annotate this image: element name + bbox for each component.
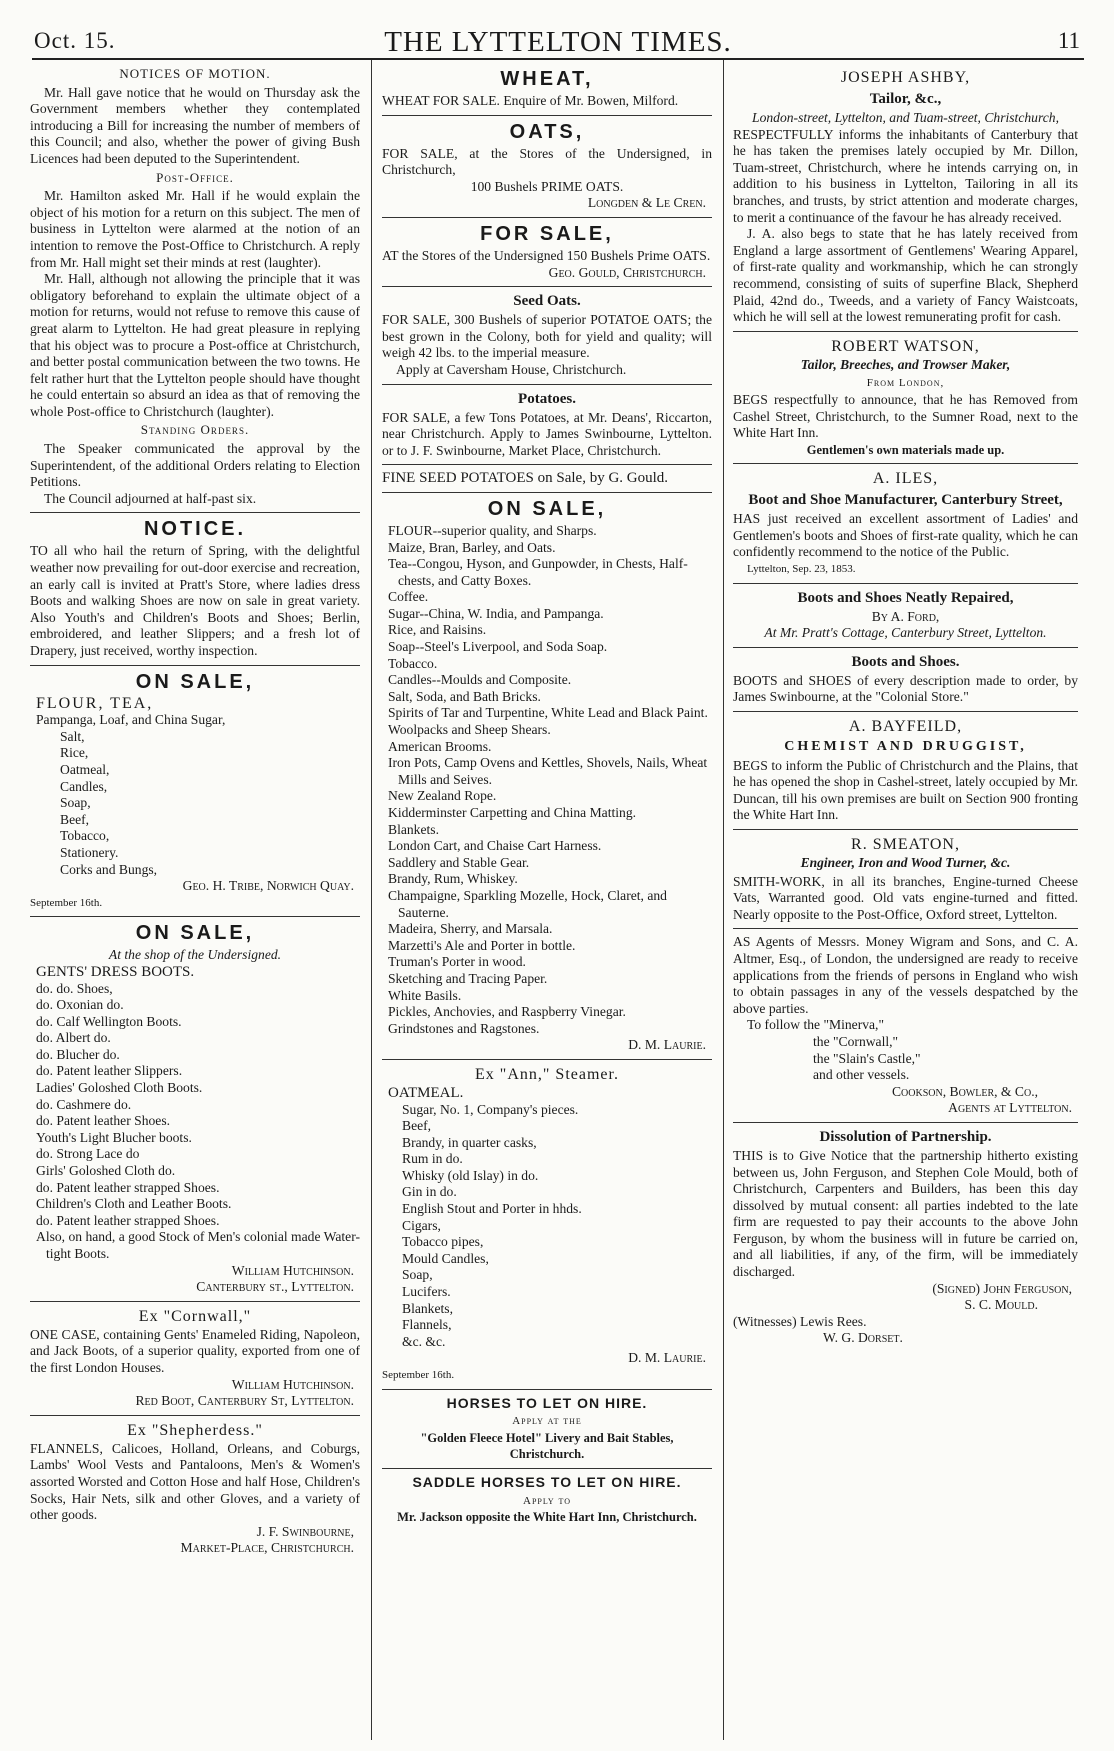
divider	[733, 647, 1078, 648]
list-item: Children's Cloth and Leather Boots.	[36, 1196, 232, 1212]
watson-text: BEGS respectfully to announce, that he has Removed from Cashel Street, Christchurch, to the Sumner Road, next to the White Hart Inn.	[733, 391, 1078, 441]
ashby-paragraph: J. A. also begs to state that he has lately received from England a large assortment of Gentlemens' Wearing Apparel, of first-rate quality and workmanship, which he can strongly recommend, consisting of suits of superfine Black, Shepherd Plaid, 42nd do., Tweeds, and a variety of Fancy Waistcoats, which he will sell at the lowest remunerating profit for cash.	[733, 226, 1078, 325]
list-item: do. Calf Wellington Boots.	[36, 1013, 182, 1029]
list-item: Tobacco.	[388, 655, 438, 671]
watson-note: Gentlemen's own materials made up.	[806, 442, 1005, 457]
iles-text: HAS just received an excellent assortment of Ladies' and Gentlemen's boots and Shoes of first-rate quality, which he can confidently recommend to the notice of the Public.	[733, 511, 1078, 560]
smeaton-name: R. SMEATON,	[851, 836, 960, 853]
list-item: Salt,	[60, 728, 85, 744]
signature: D. M. Laurie.	[628, 1350, 706, 1366]
watson-name: ROBERT WATSON,	[831, 337, 980, 355]
column-2	[382, 64, 712, 1734]
divider	[30, 665, 360, 666]
column-3	[733, 64, 1078, 1734]
list-item: Iron Pots, Camp Ovens and Kettles, Shovels, Nails, Wheat Mills and Seives.	[388, 755, 708, 787]
list-item: GENTS' DRESS BOOTS.	[36, 963, 195, 980]
issue-date: Oct. 15.	[34, 28, 116, 53]
ashby-trade: Tailor, &c.,	[869, 91, 942, 107]
signature: Cookson, Bowler, & Co.,	[891, 1083, 1038, 1099]
watson-from: From London,	[866, 377, 945, 390]
list-item: Mould Candles,	[402, 1250, 489, 1266]
list-item: Rice,	[60, 745, 89, 761]
on-sale-subheading: At the shop of the Undersigned.	[108, 947, 282, 963]
post-office-heading: Post-Office.	[156, 169, 234, 185]
divider	[30, 1301, 360, 1302]
for-sale-text: AT the Stores of the Undersigned 150 Bushels Prime OATS.	[382, 247, 711, 263]
date-line: September 16th.	[382, 1369, 455, 1381]
divider	[382, 115, 712, 116]
divider	[30, 512, 360, 513]
divider	[382, 286, 712, 287]
list-item: Candles--Moulds and Composite.	[388, 672, 572, 688]
saddle-place: Mr. Jackson opposite the White Hart Inn, Christchurch.	[397, 1510, 697, 1525]
on-sale-list	[30, 696, 360, 879]
agents-follow: To follow the "Minerva,"	[747, 1017, 884, 1033]
list-item: English Stout and Porter in hhds.	[402, 1201, 582, 1217]
divider	[382, 1468, 712, 1469]
saddle-horses-heading: SADDLE HORSES TO LET ON HIRE.	[412, 1473, 682, 1490]
column-divider	[371, 60, 372, 1740]
ashby-address: London-street, Lyttelton, and Tuam-street, Christchurch,	[752, 110, 1059, 125]
boots-shoes-heading: Boots and Shoes.	[851, 653, 960, 670]
list-item: Maize, Bran, Barley, and Oats.	[388, 539, 556, 555]
list-item: Blankets,	[402, 1300, 453, 1316]
list-item: do. Oxonian do.	[36, 997, 124, 1013]
signature: S. C. Mould.	[964, 1297, 1038, 1313]
signature: William Hutchinson.	[231, 1262, 354, 1278]
list-item: Sketching and Tracing Paper.	[388, 970, 548, 986]
ford-heading: Boots and Shoes Neatly Repaired,	[797, 589, 1014, 606]
divider	[30, 1415, 360, 1416]
list-item: Pampanga, Loaf, and China Sugar,	[36, 712, 226, 728]
list-item: &c. &c.	[402, 1333, 446, 1349]
signature-address: Market-Place, Christchurch.	[180, 1540, 354, 1556]
notices-heading: NOTICES OF MOTION.	[119, 66, 271, 81]
divider	[733, 583, 1078, 584]
list-item: Tobacco pipes,	[402, 1234, 484, 1250]
list-item: do. Strong Lace do	[36, 1146, 140, 1162]
list-item: Girls' Goloshed Cloth do.	[36, 1163, 176, 1179]
list-item: Kidderminster Carpetting and China Matting.	[388, 805, 637, 820]
page-number: 11	[1057, 28, 1080, 53]
list-item: New Zealand Rope.	[388, 788, 497, 804]
divider	[382, 384, 712, 385]
divider	[382, 1389, 712, 1390]
list-item: Tea--Congou, Hyson, and Gunpowder, in Chests, Half-chests, and Catty Boxes.	[388, 556, 688, 588]
divider	[733, 711, 1078, 712]
list-item: Truman's Porter in wood.	[388, 954, 526, 970]
signature: Longden & Le Cren.	[587, 195, 706, 211]
wheat-heading: WHEAT,	[500, 68, 594, 90]
signature: (Signed) John Ferguson,	[932, 1280, 1072, 1296]
signature-address: Red Boot, Canterbury St, Lyttelton.	[135, 1393, 354, 1409]
bayfeild-text: BEGS to inform the Public of Christchurch and the Plains, that he has opened the shop in Cashel-street, lately occupied by Mr. Duncan, till his own premises are built on Section 900 fronting the White Hart Inn.	[733, 757, 1078, 823]
notice-heading: NOTICE.	[143, 518, 247, 541]
dissolution-text: THIS is to Give Notice that the partnership hitherto existing between us, John Ferguson, and Stephen Cole Mould, both of Christchurch, Carpenters and Builders, has been this day dissolved by mutual consent: all parties indebted to the late firm are requested to pay their accounts to the above John Ferguson, by whom the business will in future be carried on, and all liabilities, if any, of the firm, will be immediately discharged.	[733, 1147, 1078, 1280]
ann-list	[382, 1085, 712, 1351]
signature-address: Agents at Lyttelton.	[948, 1100, 1072, 1116]
list-item: do. do. Shoes,	[36, 980, 113, 996]
witnesses: (Witnesses) Lewis Rees.	[733, 1313, 867, 1329]
list-item: do. Blucher do.	[36, 1046, 120, 1062]
cornwall-text: ONE CASE, containing Gents' Enameled Riding, Napoleon, and Jack Boots, of a superior quality, exported from one of the first London Houses.	[30, 1326, 360, 1375]
list-item: Oatmeal,	[60, 761, 110, 777]
goods-list	[382, 523, 712, 1037]
list-item: London Cart, and Chaise Cart Harness.	[388, 838, 602, 854]
list-item: Rum in do.	[402, 1151, 463, 1167]
list-item: Grindstones and Ragstones.	[388, 1020, 540, 1036]
list-item: Whisky (old Islay) in do.	[402, 1167, 539, 1183]
ship-item: and other vessels.	[813, 1067, 910, 1083]
fine-seed-text: FINE SEED POTATOES on Sale, by G. Gould.	[382, 470, 669, 487]
divider	[733, 331, 1078, 332]
column-divider	[723, 60, 724, 1740]
iles-trade: Boot and Shoe Manufacturer, Canterbury Street,	[748, 492, 1063, 509]
list-item: Corks and Bungs,	[60, 861, 158, 877]
list-item: FLOUR--superior quality, and Sharps.	[388, 522, 597, 538]
list-item: Coffee.	[388, 589, 429, 605]
signature: Geo. Gould, Christchurch.	[548, 264, 706, 280]
seed-oats-heading: Seed Oats.	[513, 293, 581, 310]
potatoes-text: FOR SALE, a few Tons Potatoes, at Mr. Deans', Riccarton, near Christchurch. Apply to James Swinbourne, Lyttelton. or to J. F. Swinbourne, Market Place, Christchurch.	[382, 409, 712, 458]
list-item: American Brooms.	[388, 738, 492, 754]
list-item: Beef,	[60, 811, 90, 827]
list-item: Rice, and Raisins.	[388, 622, 487, 638]
divider	[382, 492, 712, 493]
list-item: Soap,	[60, 795, 91, 811]
divider	[733, 829, 1078, 830]
signature-address: Canterbury st., Lyttelton.	[196, 1279, 354, 1295]
standing-orders-heading: Standing Orders.	[140, 422, 250, 438]
list-item: Pickles, Anchovies, and Raspberry Vinegar.	[388, 1004, 626, 1020]
list-item: Candles,	[60, 778, 108, 794]
cornwall-heading: Ex "Cornwall,"	[138, 1307, 252, 1325]
masthead-rule	[32, 58, 1084, 60]
post-office-paragraph: Mr. Hamilton asked Mr. Hall if he would explain the object of his motion for a return on this subject. The men of business in Lyttelton were alarmed at the notion of an intention to remove the Post-Office to Christchurch. A reply from Mr. Hall might set their minds at rest (laughter).	[30, 188, 360, 270]
ford-address: At Mr. Pratt's Cottage, Canterbury Street, Lyttelton.	[764, 625, 1047, 641]
signature: William Hutchinson.	[231, 1376, 354, 1392]
bayfeild-name: A. BAYFEILD,	[848, 718, 963, 736]
list-item: FLOUR, TEA,	[36, 694, 154, 712]
on-sale-heading: ON SALE,	[487, 497, 607, 520]
list-item: Beef,	[402, 1118, 432, 1134]
on-sale-heading: ON SALE,	[135, 922, 255, 945]
divider	[30, 916, 360, 917]
oats-text: FOR SALE, at the Stores of the Undersigned, in Christchurch,	[382, 145, 712, 178]
seed-oats-apply: Apply at Caversham House, Christchurch.	[396, 361, 627, 377]
list-item: Soap--Steel's Liverpool, and Soda Soap.	[388, 639, 608, 655]
ashby-name: JOSEPH ASHBY,	[840, 69, 971, 86]
shepherdess-text: FLANNELS, Calicoes, Holland, Orleans, and Coburgs, Lambs' Wool Vests and Pantaloons, Men's & Women's assorted Worsted and Cotton Hose and half Hose, Children's Socks, Hair Nets, silk and other Gloves, and a variety of other goods.	[30, 1440, 360, 1523]
standing-orders-text: The Speaker communicated the approval by the Superintendent, of the additional Orders relating to Election Petitions.	[30, 441, 360, 490]
for-sale-heading: FOR SALE,	[480, 222, 614, 245]
divider	[382, 464, 712, 465]
ship-item: the "Cornwall,"	[813, 1033, 899, 1049]
iles-date: Lyttelton, Sep. 23, 1853.	[747, 563, 856, 576]
list-item: Tobacco,	[60, 828, 110, 844]
boots-list	[30, 964, 360, 1263]
list-item: Flannels,	[402, 1317, 452, 1333]
adjourned-text: The Council adjourned at half-past six.	[44, 490, 257, 506]
signature: J. F. Swinbourne,	[256, 1523, 354, 1539]
list-item: Stationery.	[60, 844, 119, 860]
notice-text: TO all who hail the return of Spring, with the delightful weather now prevailing for out-door exercise and recreation, an early call is invited at Pratt's Store, where ladies dress Boots and walking Shoes are now on sale in great variety. Also Youth's and Children's Boots and Shoes; Berlin, embroidered, and leather Slippers; and a fresh lot of Drapery, just received, worthy inspection.	[30, 543, 360, 658]
list-item: Soap,	[402, 1267, 433, 1283]
list-item: OATMEAL.	[388, 1084, 464, 1101]
list-item: do. Patent leather Shoes.	[36, 1113, 171, 1129]
post-office-paragraph: Mr. Hall, although not allowing the principle that it was obligatory beforehand to explain the ultimate object of a motion for returns, would not refuse to remove this cause of great alarm to Lyttelton. He had great pleasure in replying that his object was to procure a Post-office at Christchurch, and better postal communication between the two towns. He felt rather hurt that the Lyttelton people should have thought he could entertain so absurd an idea as that of removing the whole Post-office to Christchurch (laughter).	[30, 271, 360, 419]
list-item: Spirits of Tar and Turpentine, White Lead and Black Paint.	[388, 705, 708, 721]
list-item: Brandy, in quarter casks,	[402, 1134, 537, 1150]
list-item: Madeira, Sherry, and Marsala.	[388, 921, 553, 937]
newspaper-title: THE LYTTELTON TIMES.	[384, 26, 732, 58]
divider	[733, 928, 1078, 929]
list-item: Woolpacks and Sheep Shears.	[388, 722, 551, 738]
signature: D. M. Laurie.	[628, 1037, 706, 1053]
date-line: September 16th.	[30, 896, 103, 909]
list-item: Gin in do.	[402, 1184, 457, 1200]
oats-line: 100 Bushels PRIME OATS.	[470, 178, 624, 194]
list-item: Brandy, Rum, Whiskey.	[388, 871, 518, 887]
horses-place: "Golden Fleece Hotel" Livery and Bait Stables, Christchurch.	[420, 1430, 674, 1462]
ashby-paragraph: RESPECTFULLY informs the inhabitants of Canterbury that he has taken the premises lately occupied by Mr. Dillon, Tuam-street, Christchurch, where he intends carrying on, in addition to his business in Lyttelton, Tailoring in all its branches, and trusts, by strict attention and moderate charges, to merit a continuance of the favour he has already received.	[733, 126, 1078, 225]
list-item: Saddlery and Stable Gear.	[388, 854, 530, 870]
oats-heading: OATS,	[509, 120, 585, 143]
smeaton-text: SMITH-WORK, in all its branches, Engine-turned Cheese Vats, Warranted good. Old vats engine-turned and fitted. Nearly opposite to the Post-Office, Oxford street, Lyttelton.	[733, 873, 1078, 922]
signature: Geo. H. Tribe, Norwich Quay.	[182, 878, 354, 894]
list-item: Also, on hand, a good Stock of Men's colonial made Water-tight Boots.	[36, 1229, 360, 1261]
list-item: do. Albert do.	[36, 1030, 111, 1046]
list-item: Cigars,	[402, 1217, 441, 1233]
list-item: Ladies' Goloshed Cloth Boots.	[36, 1080, 203, 1096]
on-sale-heading: ON SALE,	[135, 670, 255, 693]
divider	[382, 1059, 712, 1060]
agents-text: AS Agents of Messrs. Money Wigram and Sons, and C. A. Altmer, Esq., of London, the undersigned are ready to receive applications from the friends of persons in England who wish to obtain passages in any of the vessels despatched by the above parties.	[733, 934, 1078, 1016]
list-item: do. Patent leather strapped Shoes.	[36, 1212, 220, 1228]
horses-heading: HORSES TO LET ON HIRE.	[446, 1394, 648, 1411]
ann-heading: Ex "Ann," Steamer.	[475, 1065, 619, 1083]
divider	[733, 1122, 1078, 1123]
seed-oats-text: FOR SALE, 300 Bushels of superior POTATOE OATS; the best grown in the Colony, both for yield and quality; will weigh 42 lbs. to the imperial measure.	[382, 312, 712, 361]
wheat-text: WHEAT FOR SALE. Enquire of Mr. Bowen, Milford.	[382, 93, 679, 108]
list-item: Blankets.	[388, 821, 439, 837]
shepherdess-heading: Ex "Shepherdess."	[127, 1421, 263, 1439]
boots-shoes-text: BOOTS and SHOES of every description made to order, by James Swinbourne, at the "Colonial Store."	[733, 672, 1078, 705]
list-item: Sugar--China, W. India, and Pampanga.	[388, 605, 604, 621]
list-item: Marzetti's Ale and Porter in bottle.	[388, 937, 576, 953]
divider	[382, 217, 712, 218]
ford-by: By A. Ford,	[871, 608, 940, 624]
saddle-apply: Apply to	[523, 1494, 571, 1507]
bayfeild-trade: CHEMIST AND DRUGGIST,	[784, 739, 1027, 755]
witness: W. G. Dorset.	[823, 1330, 903, 1346]
masthead	[28, 18, 1088, 56]
divider	[733, 463, 1078, 464]
list-item: Salt, Soda, and Bath Bricks.	[388, 688, 541, 704]
dissolution-heading: Dissolution of Partnership.	[819, 1128, 992, 1145]
list-item: do. Cashmere do.	[36, 1096, 132, 1112]
list-item: do. Patent leather Slippers.	[36, 1063, 183, 1079]
list-item: Sugar, No. 1, Company's pieces.	[402, 1101, 579, 1117]
watson-trade: Tailor, Breeches, and Trowser Maker,	[800, 356, 1011, 372]
column-1	[30, 64, 360, 1734]
list-item: White Basils.	[388, 987, 462, 1003]
list-item: Champaigne, Sparkling Mozelle, Hock, Claret, and Sauterne.	[388, 887, 667, 920]
list-item: Youth's Light Blucher boots.	[36, 1129, 192, 1145]
smeaton-trade: Engineer, Iron and Wood Turner, &c.	[800, 855, 1011, 870]
ship-item: the "Slain's Castle,"	[813, 1050, 921, 1066]
horses-apply: Apply at the	[512, 1415, 582, 1428]
list-item: Lucifers.	[402, 1284, 451, 1300]
potatoes-heading: Potatoes.	[518, 390, 576, 407]
iles-name: A. ILES,	[872, 470, 939, 488]
notices-text: Mr. Hall gave notice that he would on Thursday ask the Government members whether they contemplated introducing a Bill for increasing the number of members of this Council; and also, whether the power of giving Bush Licences had been deputed to the Superintendent.	[30, 84, 360, 166]
list-item: do. Patent leather strapped Shoes.	[36, 1179, 220, 1195]
